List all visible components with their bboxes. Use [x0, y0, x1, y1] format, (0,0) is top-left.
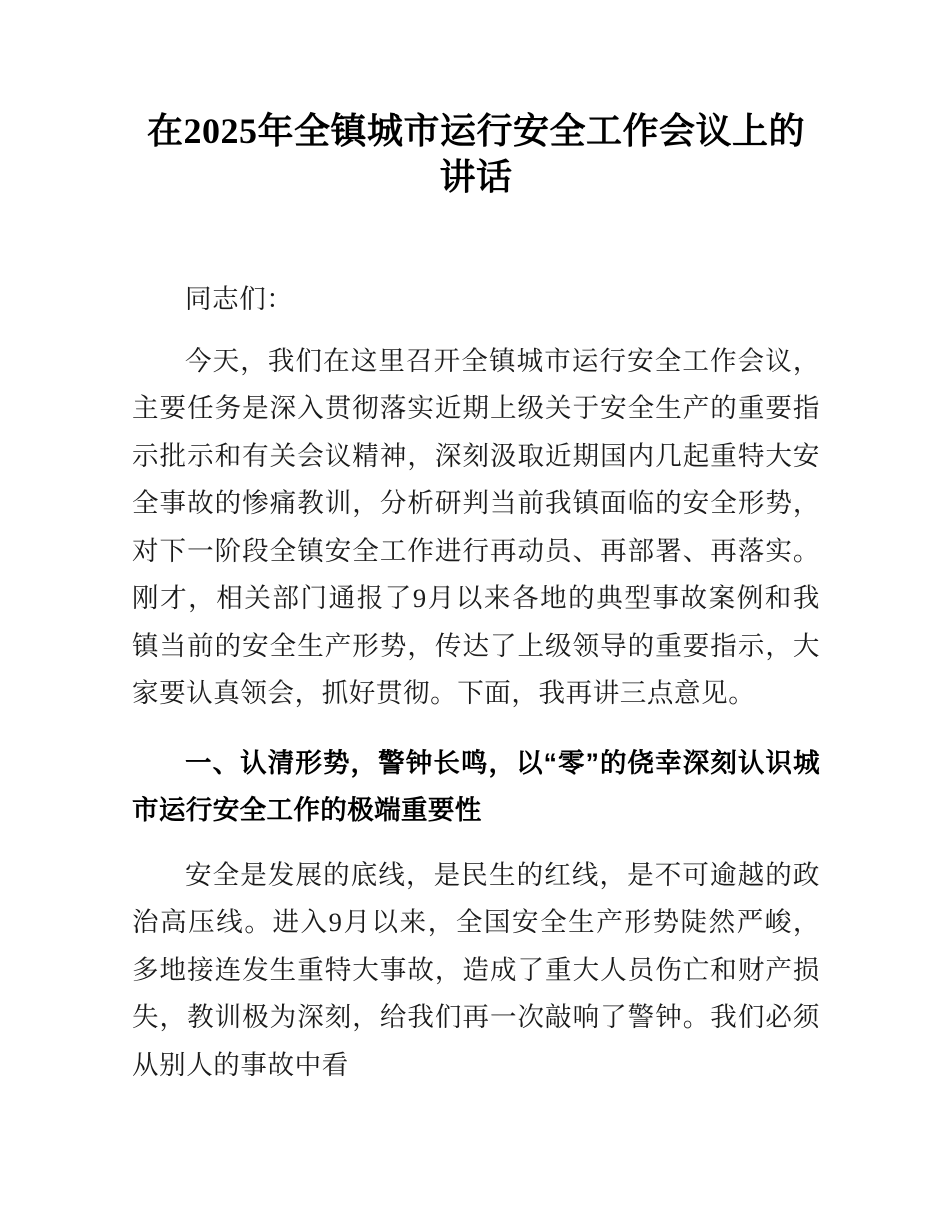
page-title: 在2025年全镇城市运行安全工作会议上的讲话	[146, 111, 805, 197]
document-content-column	[132, 0, 820, 1089]
body-paragraph-1: 今天，我们在这里召开全镇城市运行安全工作会议，主要任务是深入贯彻落实近期上级关于安全生产的重要指示批示和有关会议精神，深刻汲取近期国内几起重特大安全事故的惨痛教训，分析研判当前我镇面临的安全形势，对下一阶段全镇安全工作进行再动员、再部署、再落实。刚才，相关部门通报了9月以来各地的典型事故案例和我镇当前的安全生产形势，传达了上级领导的重要指示，大家要认真领会，抓好贯彻。下面，我再讲三点意见。	[132, 345, 820, 708]
body-paragraph-2: 安全是发展的底线，是民生的红线，是不可逾越的政治高压线。进入9月以来，全国安全生产形势陡然严峻，多地接连发生重特大事故，造成了重大人员伤亡和财产损失，教训极为深刻，给我们再一次敲响了警钟。我们必须从别人的事故中看	[132, 859, 820, 1080]
salutation-line: 同志们：	[185, 284, 294, 314]
section-heading-1: 一、认清形势，警钟长鸣，以“零”的侥幸深刻认识城市运行安全工作的极端重要性	[132, 747, 820, 825]
